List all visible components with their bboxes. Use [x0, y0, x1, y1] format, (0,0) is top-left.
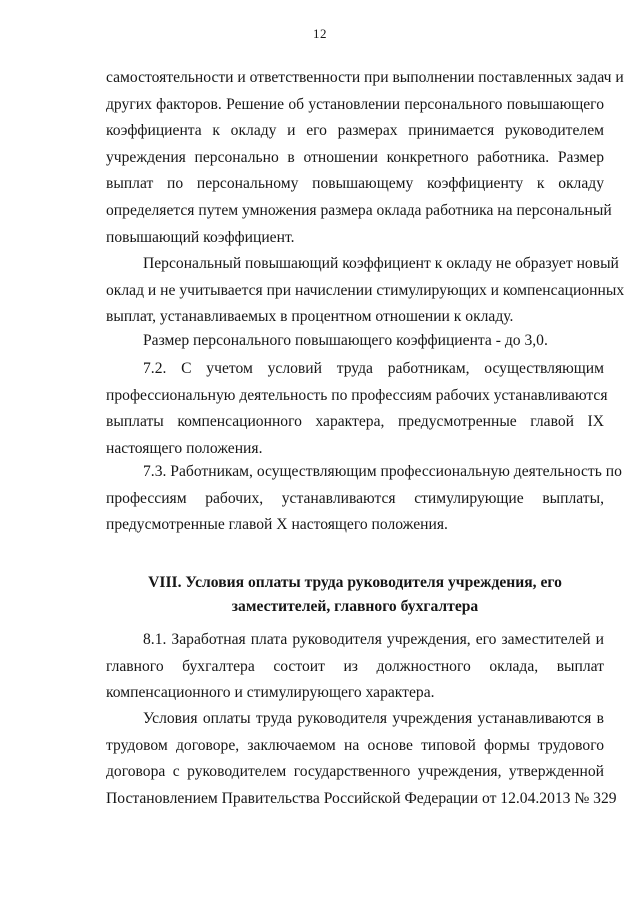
text-line: коэффициента к окладу и его размерах принимается руководителем [106, 122, 604, 140]
section-heading-viii [106, 571, 604, 619]
text-line: главного бухгалтера состоит из должностного оклада, выплат [106, 657, 604, 675]
paragraph-pay-conditions [106, 706, 617, 812]
text-line: определяется путем умножения размера оклада работника на персональный [106, 201, 612, 219]
text-line: компенсационного и стимулирующего характера. [106, 684, 435, 702]
text-line: предусмотренные главой X настоящего положения. [106, 516, 448, 534]
text-line: учреждения персонально в отношении конкретного работника. Размер [106, 148, 604, 166]
text-line: выплаты компенсационного характера, предусмотренные главой IX [106, 413, 604, 431]
paragraph-7-3 [106, 459, 622, 539]
text-line: Постановлением Правительства Российской Федерации от 12.04.2013 № 329 [106, 789, 617, 807]
text-line: повышающий коэффициент. [106, 228, 295, 246]
paragraph-coefficient-note [106, 251, 625, 331]
text-line: других факторов. Решение об установлении персонального повышающего [106, 95, 604, 113]
text-line: договора с руководителем государственного учреждения, утвержденной [106, 763, 604, 781]
text-line: профессиональную деятельность по профессиям рабочих устанавливаются [106, 386, 608, 404]
paragraph-8-1 [106, 627, 604, 707]
text-line: самостоятельности и ответственности при выполнении поставленных задач и [106, 69, 624, 86]
page-number: 12 [313, 26, 327, 41]
section-heading-line: заместителей, главного бухгалтера [231, 598, 479, 615]
text-line: трудовом договоре, заключаемом на основе типовой формы трудового [106, 736, 604, 754]
section-heading-line: VIII. Условия оплаты труда руководителя учреждения, его [148, 574, 562, 591]
text-line: Размер персонального повышающего коэффициента - до 3,0. [143, 332, 548, 349]
text-line: 7.2. С учетом условий труда работникам, осуществляющим [143, 360, 604, 377]
text-line: настоящего положения. [106, 439, 263, 457]
paragraph-7-2 [106, 356, 608, 462]
text-line: оклад и не учитывается при начислении стимулирующих и компенсационных [106, 281, 625, 299]
text-line: выплат, устанавливаемых в процентном отношении к окладу. [106, 308, 514, 326]
text-line: Условия оплаты труда руководителя учреждения устанавливаются в [143, 710, 604, 727]
text-line: выплат по персональному повышающему коэффициенту к окладу [106, 175, 604, 193]
text-line: профессиям рабочих, устанавливаются стимулирующие выплаты, [106, 489, 604, 507]
paragraph-continuation [106, 65, 624, 251]
text-line: 7.3. Работникам, осуществляющим профессиональную деятельность по [143, 463, 622, 480]
text-line: Персональный повышающий коэффициент к окладу не образует новый [143, 255, 619, 272]
text-line: 8.1. Заработная плата руководителя учреждения, его заместителей и [143, 631, 604, 648]
paragraph-coefficient-size [106, 328, 604, 355]
